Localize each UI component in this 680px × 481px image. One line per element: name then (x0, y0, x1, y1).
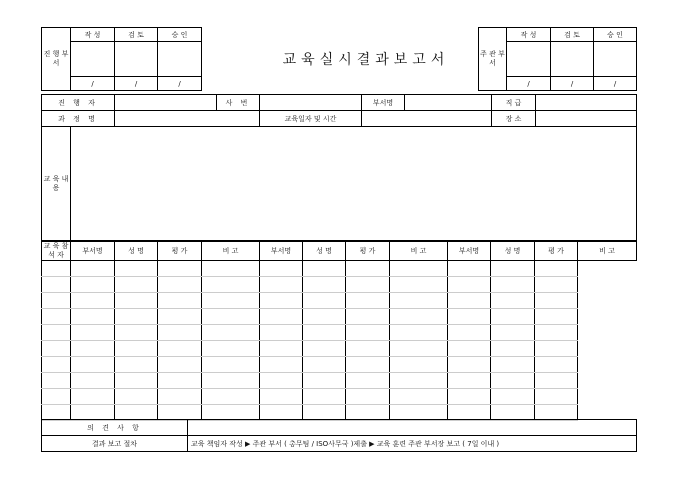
col-header-dept-2: 부서명 (260, 242, 303, 261)
date-time-label: 교육일자 및 시간 (260, 111, 362, 127)
attendee-cell[interactable] (71, 309, 115, 325)
attendee-cell[interactable] (346, 261, 390, 277)
attendee-cell[interactable] (303, 373, 346, 389)
attendee-cell[interactable] (260, 373, 303, 389)
attendee-cell[interactable] (115, 277, 158, 293)
attendee-cell[interactable] (115, 341, 158, 357)
attendee-cell[interactable] (71, 373, 115, 389)
attendee-cell[interactable] (115, 309, 158, 325)
approval-left-sign-approve[interactable] (158, 42, 202, 77)
attendee-cell[interactable] (535, 325, 578, 341)
attendee-cell[interactable] (260, 341, 303, 357)
attendee-cell[interactable] (535, 293, 578, 309)
attendee-cell[interactable] (42, 325, 71, 341)
opinion-value[interactable] (188, 420, 637, 436)
approval-left-header-approve: 승 인 (158, 28, 202, 42)
attendee-cell[interactable] (346, 389, 390, 405)
attendee-cell[interactable] (491, 341, 535, 357)
attendee-cell[interactable] (535, 277, 578, 293)
col-header-name-2: 성 명 (303, 242, 346, 261)
approval-left-sign-write[interactable] (71, 42, 115, 77)
attendee-cell[interactable] (42, 389, 71, 405)
attendee-cell[interactable] (42, 293, 71, 309)
attendee-cell[interactable] (491, 261, 535, 277)
approval-left-side-label: 진 행 부 서 (42, 28, 71, 91)
attendee-cell[interactable] (158, 341, 202, 357)
attendee-cell[interactable] (202, 325, 260, 341)
approval-right-sign-review[interactable] (551, 42, 594, 77)
attendee-rows (42, 261, 637, 421)
attendee-cell[interactable] (202, 373, 260, 389)
attendee-cell[interactable] (260, 261, 303, 277)
attendee-cell[interactable] (303, 277, 346, 293)
attendee-cell[interactable] (346, 373, 390, 389)
attendee-cell[interactable] (535, 373, 578, 389)
attendee-cell[interactable] (535, 261, 578, 277)
attendee-cell[interactable] (260, 357, 303, 373)
attendees-side-label: 교 육 참 석 자 (42, 242, 71, 261)
approval-left (41, 27, 202, 91)
approval-right-header-review: 검 토 (551, 28, 594, 42)
col-header-dept-1: 부서명 (71, 242, 115, 261)
approval-right-side-label: 주 관 부 서 (479, 28, 507, 91)
attendee-cell[interactable] (491, 293, 535, 309)
attendee-cell[interactable] (346, 325, 390, 341)
attendee-cell[interactable] (71, 325, 115, 341)
col-header-eval-2: 평 가 (346, 242, 390, 261)
course-value[interactable] (115, 111, 260, 127)
table-row (42, 293, 637, 309)
attendee-cell[interactable] (71, 389, 115, 405)
attendee-cell[interactable] (303, 261, 346, 277)
attendee-cell[interactable] (158, 277, 202, 293)
attendee-cell[interactable] (260, 277, 303, 293)
attendees-table (41, 241, 637, 421)
attendee-cell[interactable] (448, 277, 491, 293)
executor-label: 진 행 자 (42, 95, 115, 111)
content-area[interactable] (71, 127, 637, 241)
attendee-cell[interactable] (115, 325, 158, 341)
attendee-cell[interactable] (491, 373, 535, 389)
attendee-cell[interactable] (158, 293, 202, 309)
col-header-eval-3: 평 가 (535, 242, 578, 261)
attendee-cell[interactable] (158, 389, 202, 405)
attendee-cell[interactable] (202, 277, 260, 293)
attendee-cell[interactable] (202, 357, 260, 373)
attendee-cell[interactable] (42, 373, 71, 389)
attendee-cell[interactable] (303, 325, 346, 341)
attendee-cell[interactable] (202, 389, 260, 405)
approval-right-sign-write[interactable] (507, 42, 551, 77)
attendee-cell[interactable] (71, 341, 115, 357)
attendee-cell[interactable] (491, 389, 535, 405)
content-table (41, 126, 637, 241)
employee-no-label: 사 번 (217, 95, 260, 111)
attendee-cell[interactable] (158, 309, 202, 325)
attendee-cell[interactable] (346, 277, 390, 293)
approval-right-date-write[interactable]: / (507, 77, 551, 91)
attendee-cell[interactable] (390, 373, 448, 389)
attendee-cell[interactable] (42, 357, 71, 373)
attendee-cell[interactable] (491, 277, 535, 293)
attendee-cell[interactable] (71, 357, 115, 373)
approval-left-header-review: 검 토 (115, 28, 158, 42)
attendee-cell[interactable] (115, 293, 158, 309)
attendee-cell[interactable] (115, 389, 158, 405)
attendee-cell[interactable] (390, 389, 448, 405)
attendee-cell[interactable] (346, 341, 390, 357)
attendee-cell[interactable] (71, 277, 115, 293)
attendee-cell[interactable] (260, 309, 303, 325)
attendee-cell[interactable] (202, 261, 260, 277)
attendee-cell[interactable] (448, 357, 491, 373)
approval-right-sign-approve[interactable] (594, 42, 637, 77)
info-table (41, 94, 637, 127)
attendee-cell[interactable] (346, 309, 390, 325)
attendee-cell[interactable] (390, 277, 448, 293)
content-label: 교 육 내 용 (42, 127, 71, 241)
executor-value[interactable] (115, 95, 217, 111)
col-header-eval-1: 평 가 (158, 242, 202, 261)
department-label: 부서명 (362, 95, 405, 111)
place-label: 장 소 (492, 111, 536, 127)
attendee-cell[interactable] (448, 293, 491, 309)
attendee-cell[interactable] (158, 261, 202, 277)
attendee-cell[interactable] (390, 341, 448, 357)
attendee-cell[interactable] (448, 309, 491, 325)
date-time-value[interactable] (362, 111, 492, 127)
attendee-cell[interactable] (71, 261, 115, 277)
approval-left-date-approve[interactable]: / (158, 77, 202, 91)
col-header-note-2: 비 고 (390, 242, 448, 261)
attendee-cell[interactable] (491, 357, 535, 373)
attendee-cell[interactable] (303, 389, 346, 405)
attendee-cell[interactable] (260, 293, 303, 309)
approval-left-date-write[interactable]: / (71, 77, 115, 91)
attendee-cell[interactable] (158, 325, 202, 341)
footer-table (41, 419, 637, 452)
attendee-cell[interactable] (535, 389, 578, 405)
approval-right-header-approve: 승 인 (594, 28, 637, 42)
col-header-name-3: 성 명 (491, 242, 535, 261)
attendee-cell[interactable] (491, 309, 535, 325)
approval-right-date-review[interactable]: / (551, 77, 594, 91)
opinion-label: 의 견 사 항 (42, 420, 188, 436)
attendee-cell[interactable] (303, 341, 346, 357)
attendee-cell[interactable] (535, 309, 578, 325)
attendee-cell[interactable] (158, 357, 202, 373)
approval-right-date-approve[interactable]: / (594, 77, 637, 91)
attendee-cell[interactable] (158, 373, 202, 389)
col-header-name-1: 성 명 (115, 242, 158, 261)
approval-left-sign-review[interactable] (115, 42, 158, 77)
attendee-cell[interactable] (42, 261, 71, 277)
attendee-cell[interactable] (491, 325, 535, 341)
attendee-cell[interactable] (390, 325, 448, 341)
attendee-cell[interactable] (390, 261, 448, 277)
procedure-label: 결과 보고 절차 (42, 436, 188, 452)
table-row (42, 341, 637, 357)
position-value[interactable] (536, 95, 637, 111)
attendee-cell[interactable] (448, 325, 491, 341)
col-header-dept-3: 부서명 (448, 242, 491, 261)
attendee-cell[interactable] (42, 341, 71, 357)
attendee-cell[interactable] (448, 373, 491, 389)
table-row (42, 309, 637, 325)
attendee-cell[interactable] (448, 261, 491, 277)
attendee-cell[interactable] (303, 293, 346, 309)
position-label: 직 급 (492, 95, 536, 111)
attendee-cell[interactable] (260, 389, 303, 405)
attendee-cell[interactable] (115, 357, 158, 373)
attendee-cell[interactable] (260, 325, 303, 341)
attendee-cell[interactable] (535, 357, 578, 373)
page-title: 교육실시결과보고서 (282, 52, 450, 68)
approval-right-header-write: 작 성 (507, 28, 551, 42)
col-header-note-1: 비 고 (202, 242, 260, 261)
approval-left-header-write: 작 성 (71, 28, 115, 42)
approval-right (478, 27, 637, 91)
attendee-cell[interactable] (346, 357, 390, 373)
attendee-cell[interactable] (303, 309, 346, 325)
attendee-cell[interactable] (115, 261, 158, 277)
attendee-cell[interactable] (202, 309, 260, 325)
attendee-cell[interactable] (202, 293, 260, 309)
table-row (42, 261, 637, 277)
table-row (42, 373, 637, 389)
attendee-cell[interactable] (303, 357, 346, 373)
attendee-cell[interactable] (390, 357, 448, 373)
place-value[interactable] (536, 111, 637, 127)
department-value[interactable] (405, 95, 492, 111)
procedure-text: 교육 책임자 작성 ▶ 주관 부서 ( 총무팀 / ISO사무국 )제출 ▶ 교육 훈련 주관 부서장 보고 ( 7일 이내 ) (188, 436, 637, 452)
attendee-cell[interactable] (71, 293, 115, 309)
table-row (42, 277, 637, 293)
attendee-cell[interactable] (448, 389, 491, 405)
table-row (42, 325, 637, 341)
attendee-cell[interactable] (390, 293, 448, 309)
attendee-cell[interactable] (535, 341, 578, 357)
table-row (42, 389, 637, 405)
approval-left-date-review[interactable]: / (115, 77, 158, 91)
employee-no-value[interactable] (260, 95, 362, 111)
attendee-cell[interactable] (346, 293, 390, 309)
course-label: 과 정 명 (42, 111, 115, 127)
attendee-cell[interactable] (42, 309, 71, 325)
attendee-cell[interactable] (390, 309, 448, 325)
attendee-cell[interactable] (115, 373, 158, 389)
attendee-cell[interactable] (448, 341, 491, 357)
table-row (42, 357, 637, 373)
attendee-cell[interactable] (42, 277, 71, 293)
col-header-note-3: 비 고 (578, 242, 637, 261)
report-form (41, 27, 637, 452)
attendee-cell[interactable] (202, 341, 260, 357)
